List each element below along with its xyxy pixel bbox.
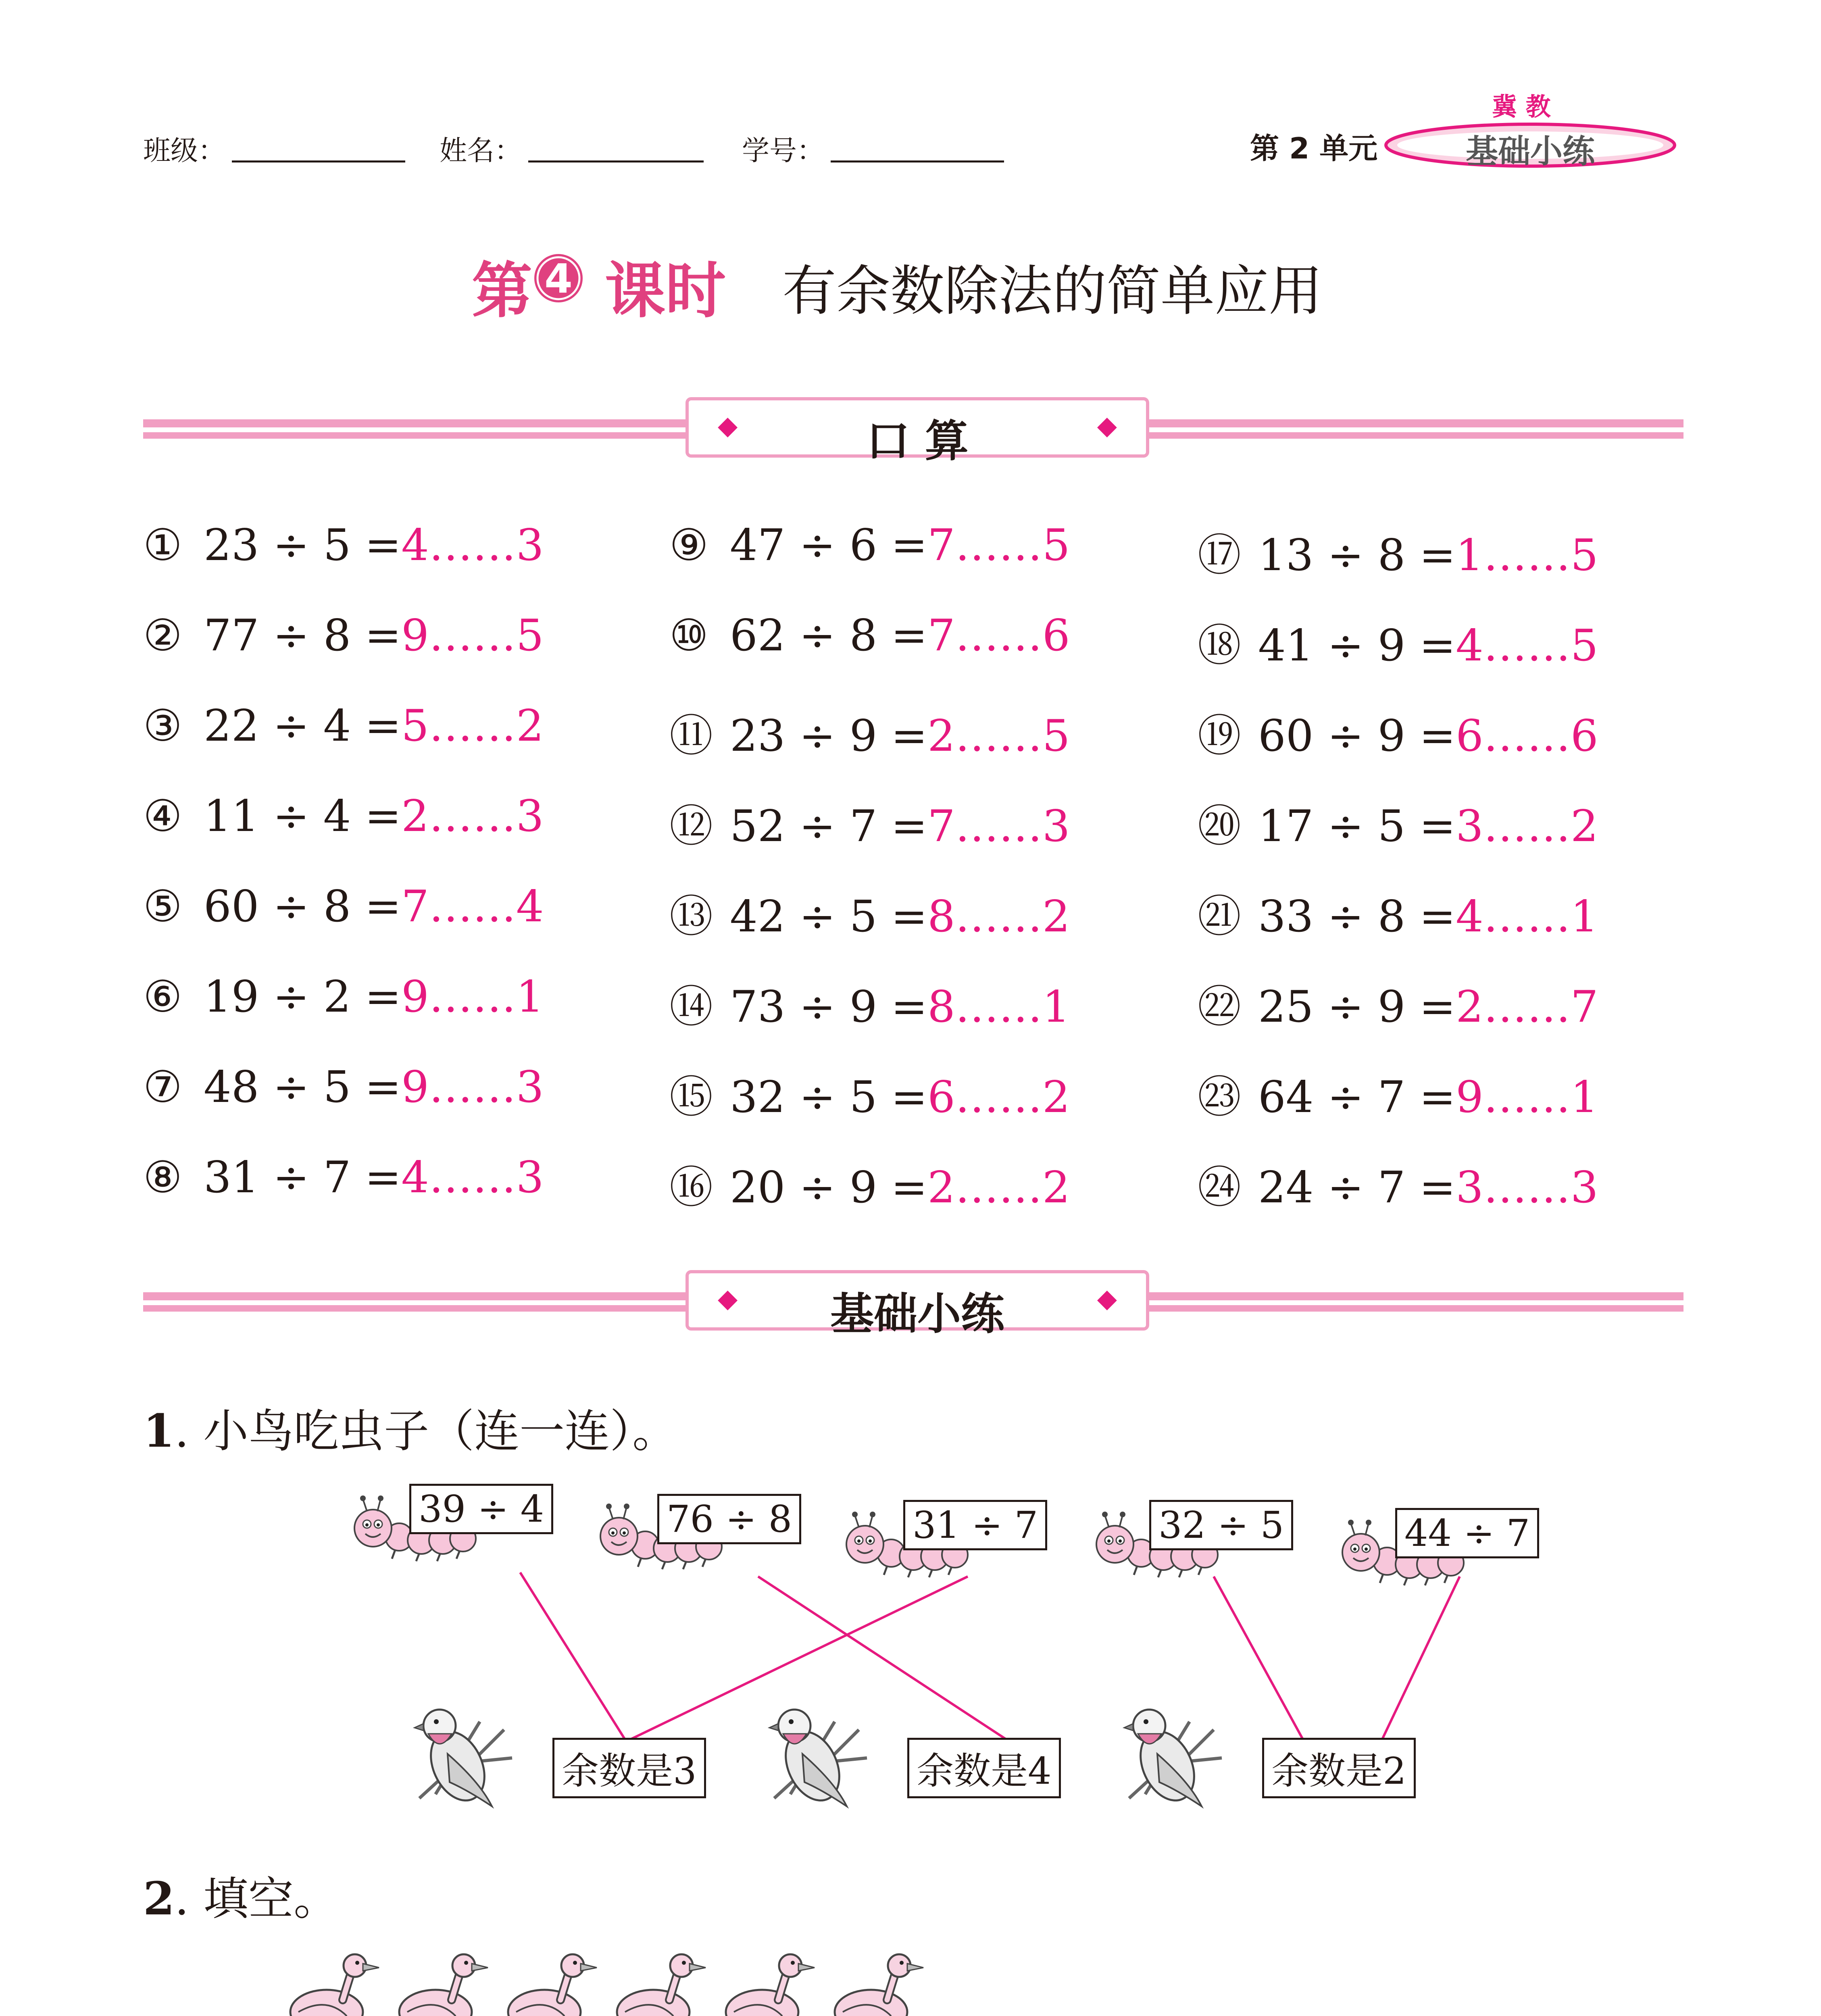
- problem-answer[interactable]: 2……3: [401, 791, 544, 841]
- problem-answer[interactable]: 8……1: [927, 982, 1070, 1032]
- problem-number: ④: [143, 791, 182, 841]
- class-blank[interactable]: [232, 160, 405, 162]
- lesson-number: 4: [544, 255, 573, 302]
- problem-answer[interactable]: 8……2: [927, 891, 1070, 942]
- bird-icon: [1124, 1710, 1222, 1809]
- section-title-mental: 口 算: [866, 416, 969, 467]
- problem-number: ②: [143, 610, 182, 661]
- problem-expression: 62 ÷ 8 =: [730, 610, 928, 661]
- problem-number: ③: [143, 701, 182, 751]
- problem-number: ⑭: [669, 982, 713, 1032]
- problem-expression: 60 ÷ 9 =: [1258, 711, 1456, 761]
- problem-expression: 60 ÷ 8 =: [204, 881, 402, 932]
- bird-remainder-box[interactable]: 余数是2: [1262, 1738, 1416, 1798]
- problem-number: ⑪: [669, 711, 713, 761]
- mental-math-problem: [143, 791, 544, 841]
- mental-math-problem: [143, 1152, 544, 1203]
- ducklings-illustration: [282, 1951, 968, 2016]
- student-id-blank[interactable]: [831, 160, 1004, 162]
- problem-expression: 13 ÷ 8 =: [1258, 530, 1456, 581]
- problem-answer[interactable]: 4……3: [401, 1152, 544, 1203]
- problem-number: ⑳: [1198, 801, 1242, 852]
- problem-answer[interactable]: 9……1: [401, 972, 544, 1022]
- problem-answer[interactable]: 9……1: [1456, 1072, 1598, 1123]
- diamond-icon: ◆: [1097, 411, 1117, 441]
- problem-number: ⑨: [669, 520, 708, 571]
- diamond-icon: ◆: [718, 411, 738, 441]
- problem-expression: 33 ÷ 8 =: [1258, 891, 1456, 942]
- problem-answer[interactable]: 7……4: [401, 881, 544, 932]
- problem-answer[interactable]: 7……3: [927, 801, 1070, 852]
- problem-expression: 22 ÷ 4 =: [204, 701, 402, 751]
- problem-expression: 20 ÷ 9 =: [730, 1162, 928, 1213]
- mental-math-problem: [1198, 1152, 1598, 1215]
- problem-answer[interactable]: 4……5: [1456, 621, 1598, 671]
- bird-icon: [769, 1710, 867, 1809]
- unit-label: 第 2 单元: [1250, 131, 1378, 165]
- problem-expression: 25 ÷ 9 =: [1258, 982, 1456, 1032]
- problem-expression: 23 ÷ 5 =: [204, 520, 402, 571]
- duckling-icon: [617, 1954, 706, 2016]
- mental-math-problem: [1198, 791, 1598, 854]
- problem-number: ㉔: [1198, 1162, 1242, 1213]
- mental-math-problem: [143, 1062, 544, 1112]
- problem-answer[interactable]: 3……2: [1456, 801, 1598, 852]
- problem-answer[interactable]: 7……6: [927, 610, 1070, 661]
- question-2-title: [143, 1863, 339, 1928]
- problem-number: ㉒: [1198, 982, 1242, 1032]
- section-header-mental: [685, 397, 1149, 467]
- worm-expression-box[interactable]: 39 ÷ 4: [409, 1484, 553, 1534]
- problem-answer[interactable]: 2……5: [927, 711, 1070, 761]
- question-1-text: . 小鸟吃虫子（连一连）。: [174, 1405, 678, 1458]
- question-2-number: 2: [143, 1872, 175, 1925]
- problem-answer[interactable]: 9……5: [401, 610, 544, 661]
- problem-number: ⑬: [669, 891, 713, 942]
- problem-number: ⑮: [669, 1072, 713, 1123]
- problem-expression: 32 ÷ 5 =: [730, 1072, 928, 1123]
- mental-math-problem: [143, 701, 544, 751]
- match-line: [520, 1572, 629, 1746]
- mental-math-problem: [669, 1152, 1070, 1215]
- match-line: [1379, 1577, 1460, 1746]
- problem-number: ⑯: [669, 1162, 713, 1213]
- mental-math-problem: [1198, 701, 1598, 763]
- problem-expression: 77 ÷ 8 =: [204, 610, 402, 661]
- problem-expression: 52 ÷ 7 =: [730, 801, 928, 852]
- problem-number: ⑥: [143, 972, 182, 1022]
- series-title: 基础小练: [1466, 133, 1595, 170]
- problem-answer[interactable]: 6……6: [1456, 711, 1598, 761]
- mental-math-problem: [143, 881, 544, 932]
- problem-number: ⑱: [1198, 621, 1242, 671]
- problem-number: ⑫: [669, 801, 713, 852]
- question-1-title: [143, 1395, 677, 1460]
- problem-answer[interactable]: 2……2: [927, 1162, 1070, 1213]
- problem-expression: 41 ÷ 9 =: [1258, 621, 1456, 671]
- duckling-icon: [726, 1954, 815, 2016]
- mental-math-problem: [669, 701, 1070, 763]
- worm-expression-box[interactable]: 31 ÷ 7: [903, 1500, 1047, 1550]
- mental-math-problem: [669, 610, 1070, 661]
- match-line: [1214, 1577, 1306, 1746]
- problem-answer[interactable]: 4……1: [1456, 891, 1598, 942]
- series-badge: [1383, 119, 1677, 171]
- diamond-icon: ◆: [718, 1284, 738, 1314]
- problem-number: ⑤: [143, 881, 182, 932]
- duckling-icon: [290, 1954, 379, 2016]
- problem-expression: 31 ÷ 7 =: [204, 1152, 402, 1203]
- problem-answer[interactable]: 7……5: [927, 520, 1070, 571]
- duckling-icon: [399, 1954, 488, 2016]
- mental-math-problem: [669, 972, 1070, 1034]
- lesson-prefix: 第: [472, 256, 533, 326]
- problem-number: ㉑: [1198, 891, 1242, 942]
- problem-expression: 23 ÷ 9 =: [730, 711, 928, 761]
- mental-math-problem: [143, 972, 544, 1022]
- problem-number: ⑰: [1198, 530, 1242, 581]
- problem-answer[interactable]: 5……2: [401, 701, 544, 751]
- problem-expression: 24 ÷ 7 =: [1258, 1162, 1456, 1213]
- problem-expression: 64 ÷ 7 =: [1258, 1072, 1456, 1123]
- mental-math-problem: [143, 520, 544, 571]
- problem-number: ㉓: [1198, 1072, 1242, 1123]
- question-1-number: 1: [143, 1405, 175, 1458]
- name-label: 姓名：: [440, 135, 522, 167]
- worm-expression-box[interactable]: 44 ÷ 7: [1395, 1508, 1539, 1558]
- bird-icon: [415, 1710, 512, 1809]
- student-id-label: 学号：: [742, 135, 825, 167]
- worm-expression-box[interactable]: 76 ÷ 8: [657, 1494, 801, 1544]
- problem-expression: 47 ÷ 6 =: [730, 520, 928, 571]
- problem-answer[interactable]: 2……7: [1456, 982, 1598, 1032]
- problem-expression: 19 ÷ 2 =: [204, 972, 402, 1022]
- problem-expression: 17 ÷ 5 =: [1258, 801, 1456, 852]
- mental-math-problem: [1198, 881, 1598, 944]
- duckling-icon: [508, 1954, 597, 2016]
- bird-remainder-box[interactable]: 余数是4: [907, 1738, 1061, 1798]
- problem-answer[interactable]: 6……2: [927, 1072, 1070, 1123]
- problem-number: ⑦: [143, 1062, 182, 1112]
- problem-answer[interactable]: 1……5: [1456, 530, 1598, 581]
- lesson-title: 有余数除法的简单应用: [782, 260, 1323, 323]
- problem-number: ⑧: [143, 1152, 182, 1203]
- mental-math-problem: [1198, 520, 1598, 583]
- mental-math-problem: [1198, 610, 1598, 673]
- bird-remainder-box[interactable]: 余数是3: [552, 1738, 706, 1798]
- mental-math-problem: [669, 791, 1070, 854]
- problem-number: ①: [143, 520, 182, 571]
- mental-math-problem: [669, 520, 1070, 571]
- lesson-number-badge: [532, 252, 585, 304]
- section-title-basic: 基础小练: [830, 1289, 1004, 1339]
- problem-expression: 11 ÷ 4 =: [204, 791, 402, 841]
- question-2-text: . 填空。: [174, 1873, 339, 1925]
- name-blank[interactable]: [528, 160, 704, 162]
- problem-expression: 48 ÷ 5 =: [204, 1062, 402, 1112]
- diamond-icon: ◆: [1097, 1284, 1117, 1314]
- problem-number: ⑩: [669, 610, 708, 661]
- section-header-basic: [685, 1270, 1149, 1339]
- mental-math-problem: [1198, 972, 1598, 1034]
- mental-math-problem: [1198, 1062, 1598, 1125]
- problem-answer[interactable]: 9……3: [401, 1062, 544, 1112]
- publisher-label: 冀 教: [1492, 92, 1551, 121]
- problem-expression: 73 ÷ 9 =: [730, 982, 928, 1032]
- problem-answer[interactable]: 3……3: [1456, 1162, 1598, 1213]
- mental-math-problem: [143, 610, 544, 661]
- class-label: 班级：: [143, 135, 226, 167]
- duckling-icon: [835, 1954, 923, 2016]
- lesson-suffix: 课时: [605, 256, 726, 326]
- mental-math-problem: [669, 1062, 1070, 1125]
- problem-expression: 42 ÷ 5 =: [730, 891, 928, 942]
- worm-expression-box[interactable]: 32 ÷ 5: [1149, 1500, 1293, 1550]
- problem-number: ⑲: [1198, 711, 1242, 761]
- mental-math-problem: [669, 881, 1070, 944]
- problem-answer[interactable]: 4……3: [401, 520, 544, 571]
